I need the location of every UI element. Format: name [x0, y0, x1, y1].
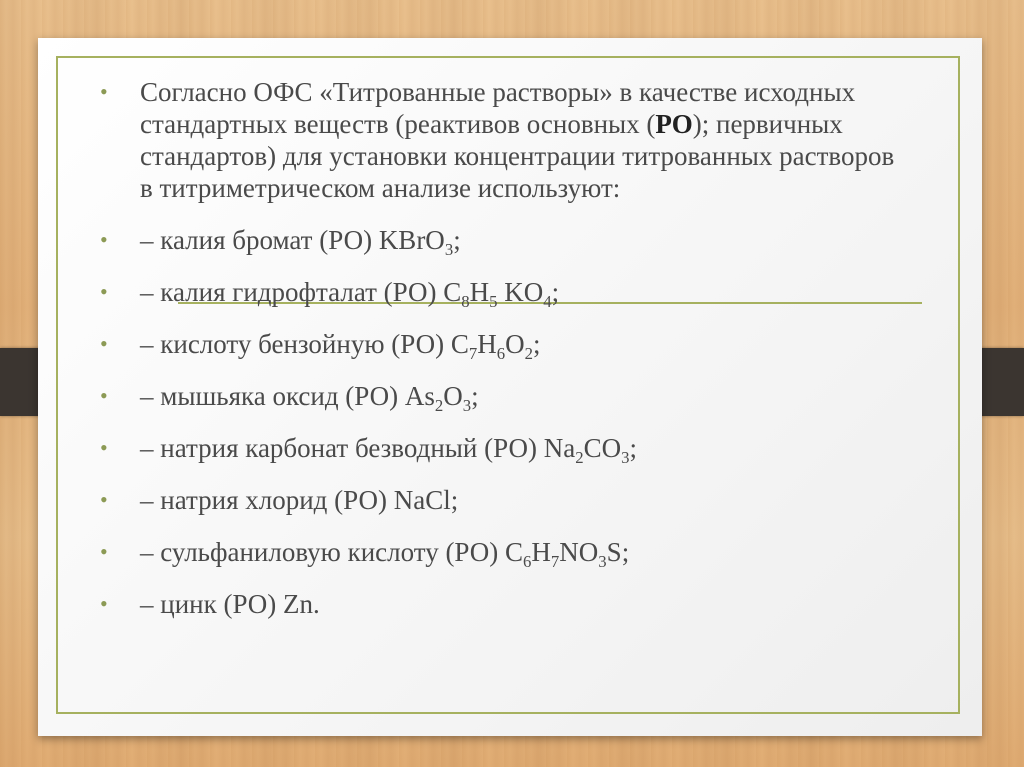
formula-subscript: 6 [496, 343, 506, 363]
intro-text-part1: Согласно ОФС «Титрованные растворы» в качестве исходных стандартных веществ (реактивов основных ( [140, 77, 856, 139]
formula-symbol: KBrO [378, 225, 445, 255]
formula-symbol: NO [559, 537, 599, 567]
formula-symbol: H [531, 537, 551, 567]
formula-symbol: Zn [283, 589, 314, 619]
list-item [100, 484, 900, 516]
item-terminator: ; [453, 225, 461, 255]
item-terminator: ; [629, 433, 637, 463]
intro-bold-ro: РО [655, 109, 693, 139]
chemical-formula [450, 329, 533, 363]
reagent-name: – сульфаниловую кислоту (РО) [140, 537, 506, 567]
item-terminator: ; [471, 381, 479, 411]
formula-symbol: KO [497, 277, 544, 307]
formula-symbol: C [505, 537, 524, 567]
formula-symbol: C [450, 329, 469, 359]
reagent-name: – мышьяка оксид (РО) [140, 381, 405, 411]
bullet-icon: • [100, 591, 108, 616]
formula-subscript: 2 [575, 447, 584, 467]
chemical-formula [505, 537, 622, 571]
bullet-icon: • [100, 79, 108, 104]
reagent-name: – натрия хлорид (РО) [140, 485, 394, 515]
formula-symbol: O [505, 329, 525, 359]
chemical-formula [543, 433, 630, 467]
formula-subscript: 4 [543, 291, 552, 311]
formula-symbol: H [477, 329, 497, 359]
chemical-formula [443, 277, 552, 311]
chemical-formula [404, 381, 472, 415]
formula-symbol: As [404, 381, 435, 411]
bullet-icon: • [100, 331, 108, 356]
formula-subscript: 3 [462, 395, 472, 415]
formula-subscript: 3 [621, 447, 630, 467]
formula-subscript: 3 [598, 551, 607, 571]
formula-subscript: 5 [489, 291, 498, 311]
formula-subscript: 7 [550, 551, 560, 571]
formula-symbol: Na [543, 433, 576, 463]
list-item [100, 536, 900, 571]
reagent-name: – кислоту бензойную (РО) [140, 329, 451, 359]
intro-text-part2: ); первичных стандартов) для установки концентрации титрованных растворов в титриметрическом анализе используют: [140, 109, 895, 203]
list-item [100, 328, 900, 363]
formula-symbol: H [469, 277, 490, 307]
item-terminator: ; [450, 485, 459, 515]
chemical-formula [283, 589, 313, 619]
formula-subscript: 7 [468, 343, 478, 363]
formula-symbol: C [443, 277, 462, 307]
formula-subscript: 6 [523, 551, 532, 571]
formula-subscript: 3 [444, 239, 454, 259]
bullet-list [100, 76, 900, 640]
bullet-icon: • [100, 435, 108, 460]
bullet-icon: • [100, 383, 108, 408]
formula-subscript: 2 [524, 343, 533, 363]
list-item [100, 224, 900, 259]
reagent-name: – натрия карбонат безводный (РО) [140, 433, 544, 463]
formula-symbol: NaCl [393, 485, 451, 515]
formula-symbol: CO [583, 433, 622, 463]
item-terminator: ; [551, 277, 560, 307]
bullet-icon: • [100, 227, 108, 252]
item-terminator: ; [532, 329, 541, 359]
reagent-name: – калия бромат (РО) [140, 225, 379, 255]
list-item [100, 380, 900, 415]
chemical-formula [378, 225, 454, 259]
intro-paragraph [100, 76, 900, 204]
item-terminator: ; [621, 537, 630, 567]
formula-subscript: 2 [434, 395, 444, 415]
formula-symbol: S [606, 537, 622, 567]
bullet-icon: • [100, 539, 108, 564]
bullet-icon: • [100, 487, 108, 512]
formula-subscript: 8 [461, 291, 470, 311]
reagent-list [100, 224, 900, 620]
bullet-icon: • [100, 279, 108, 304]
list-item [100, 432, 900, 467]
reagent-name: – цинк (РО) [140, 589, 284, 619]
chemical-formula [394, 485, 451, 515]
reagent-name: – калия гидрофталат (РО) [140, 277, 444, 307]
item-terminator: . [313, 589, 320, 619]
list-item [100, 276, 900, 311]
formula-symbol: O [443, 381, 463, 411]
list-item [100, 588, 900, 620]
